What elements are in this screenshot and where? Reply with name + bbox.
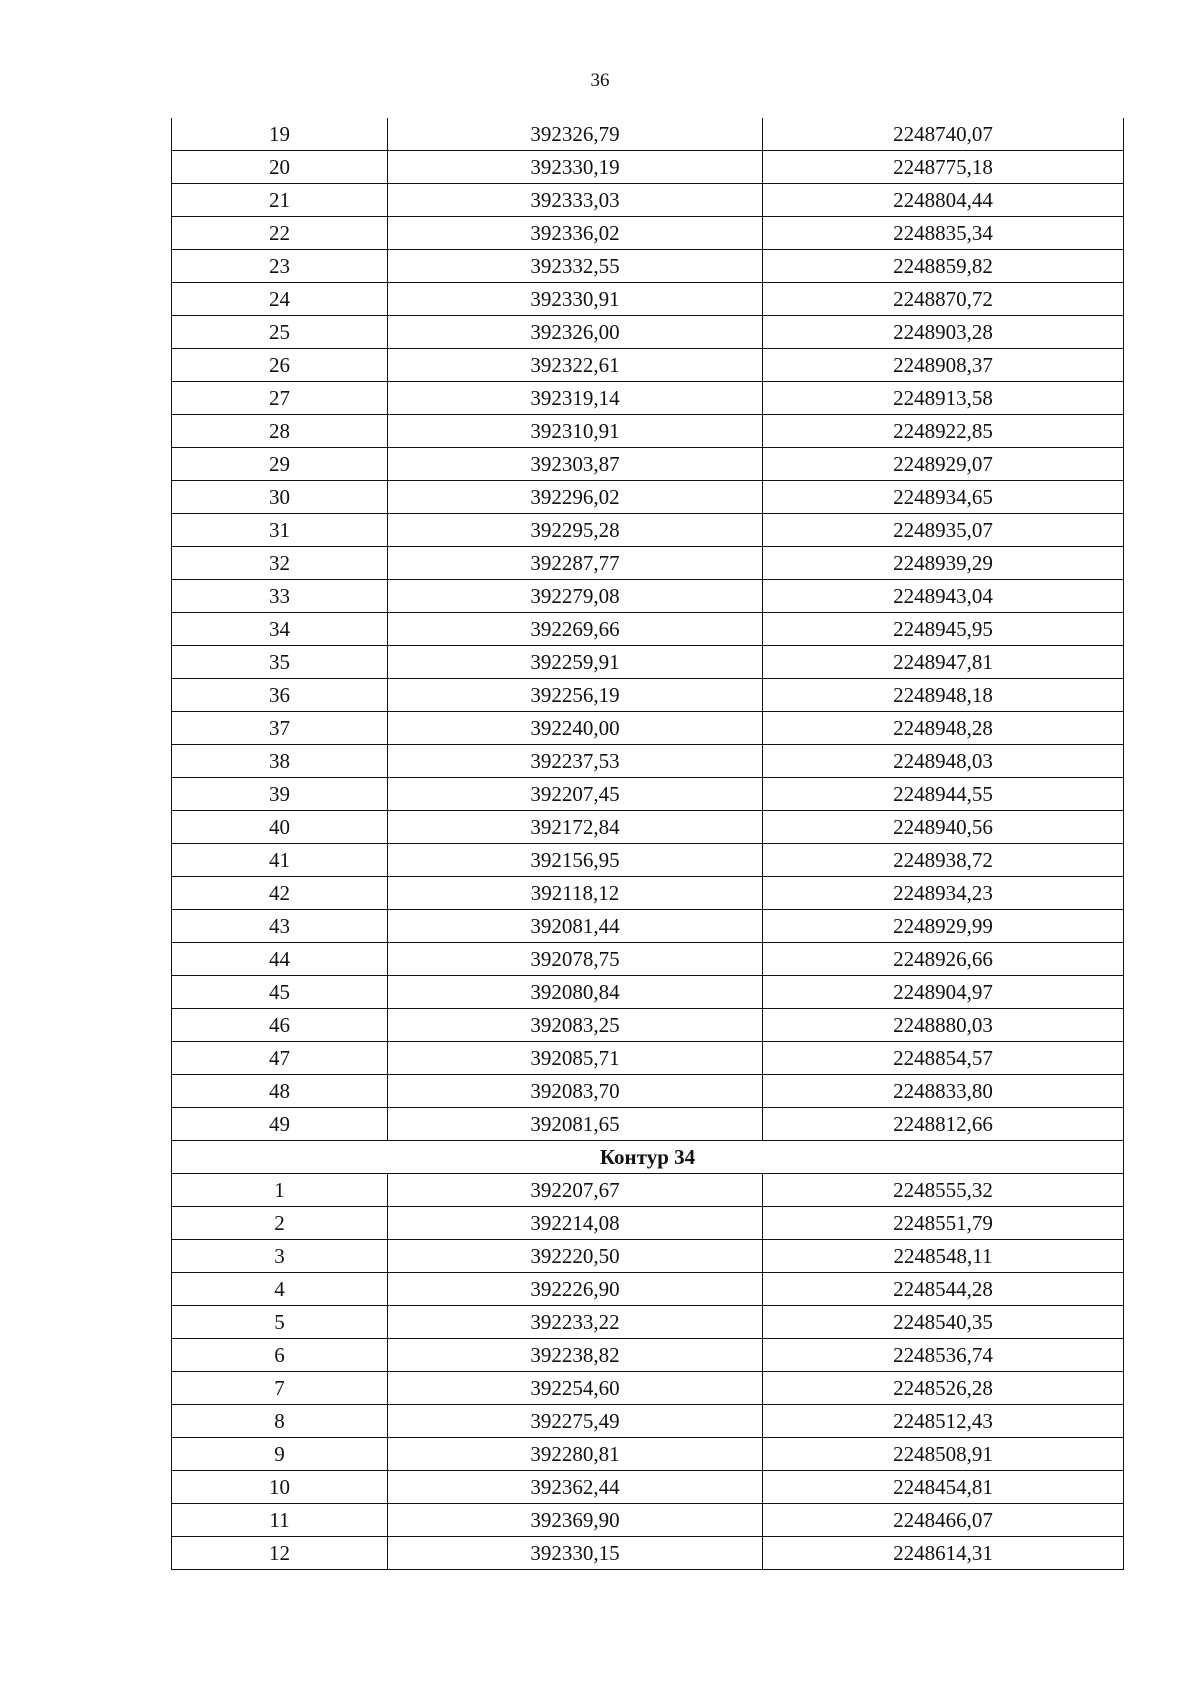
point-number-cell: 21: [172, 184, 388, 217]
y-coordinate-cell: 2248948,28: [763, 712, 1124, 745]
point-number-cell: 43: [172, 910, 388, 943]
x-coordinate-cell: 392118,12: [388, 877, 763, 910]
x-coordinate-cell: 392083,70: [388, 1075, 763, 1108]
point-number-cell: 27: [172, 382, 388, 415]
section-header-row: [172, 1141, 1124, 1174]
x-coordinate-cell: 392220,50: [388, 1240, 763, 1273]
point-number-cell: 44: [172, 943, 388, 976]
y-coordinate-cell: 2248833,80: [763, 1075, 1124, 1108]
y-coordinate-cell: 2248512,43: [763, 1405, 1124, 1438]
point-number-cell: 10: [172, 1471, 388, 1504]
point-number-cell: 24: [172, 283, 388, 316]
point-number-cell: 5: [172, 1306, 388, 1339]
point-number-cell: 25: [172, 316, 388, 349]
point-number-cell: 20: [172, 151, 388, 184]
point-number-cell: 36: [172, 679, 388, 712]
x-coordinate-cell: 392369,90: [388, 1504, 763, 1537]
y-coordinate-cell: 2248526,28: [763, 1372, 1124, 1405]
point-number-cell: 26: [172, 349, 388, 382]
table-row: [172, 778, 1124, 811]
x-coordinate-cell: 392332,55: [388, 250, 763, 283]
table-row: [172, 283, 1124, 316]
y-coordinate-cell: 2248940,56: [763, 811, 1124, 844]
x-coordinate-cell: 392310,91: [388, 415, 763, 448]
table-row: [172, 1273, 1124, 1306]
table-row: [172, 382, 1124, 415]
point-number-cell: 35: [172, 646, 388, 679]
y-coordinate-cell: 2248947,81: [763, 646, 1124, 679]
point-number-cell: 29: [172, 448, 388, 481]
x-coordinate-cell: 392085,71: [388, 1042, 763, 1075]
point-number-cell: 30: [172, 481, 388, 514]
x-coordinate-cell: 392280,81: [388, 1438, 763, 1471]
y-coordinate-cell: 2248939,29: [763, 547, 1124, 580]
y-coordinate-cell: 2248551,79: [763, 1207, 1124, 1240]
table-row: [172, 745, 1124, 778]
table-row: [172, 1207, 1124, 1240]
x-coordinate-cell: 392259,91: [388, 646, 763, 679]
table-row: [172, 844, 1124, 877]
table-row: [172, 547, 1124, 580]
y-coordinate-cell: 2248544,28: [763, 1273, 1124, 1306]
x-coordinate-cell: 392237,53: [388, 745, 763, 778]
table-row: [172, 910, 1124, 943]
table-row: [172, 184, 1124, 217]
x-coordinate-cell: 392362,44: [388, 1471, 763, 1504]
point-number-cell: 6: [172, 1339, 388, 1372]
y-coordinate-cell: 2248948,03: [763, 745, 1124, 778]
table-row: [172, 1042, 1124, 1075]
y-coordinate-cell: 2248903,28: [763, 316, 1124, 349]
point-number-cell: 39: [172, 778, 388, 811]
point-number-cell: 41: [172, 844, 388, 877]
x-coordinate-cell: 392081,44: [388, 910, 763, 943]
y-coordinate-cell: 2248908,37: [763, 349, 1124, 382]
x-coordinate-cell: 392296,02: [388, 481, 763, 514]
point-number-cell: 2: [172, 1207, 388, 1240]
x-coordinate-cell: 392336,02: [388, 217, 763, 250]
x-coordinate-cell: 392207,45: [388, 778, 763, 811]
y-coordinate-cell: 2248775,18: [763, 151, 1124, 184]
y-coordinate-cell: 2248904,97: [763, 976, 1124, 1009]
point-number-cell: 8: [172, 1405, 388, 1438]
y-coordinate-cell: 2248466,07: [763, 1504, 1124, 1537]
y-coordinate-cell: 2248943,04: [763, 580, 1124, 613]
point-number-cell: 28: [172, 415, 388, 448]
point-number-cell: 4: [172, 1273, 388, 1306]
x-coordinate-cell: 392330,19: [388, 151, 763, 184]
y-coordinate-cell: 2248804,44: [763, 184, 1124, 217]
page-number: 36: [590, 70, 610, 91]
table-row: [172, 679, 1124, 712]
section-title: Контур 34: [172, 1141, 1124, 1174]
point-number-cell: 7: [172, 1372, 388, 1405]
x-coordinate-cell: 392295,28: [388, 514, 763, 547]
point-number-cell: 32: [172, 547, 388, 580]
point-number-cell: 33: [172, 580, 388, 613]
point-number-cell: 23: [172, 250, 388, 283]
x-coordinate-cell: 392326,79: [388, 118, 763, 151]
y-coordinate-cell: 2248934,23: [763, 877, 1124, 910]
y-coordinate-cell: 2248555,32: [763, 1174, 1124, 1207]
x-coordinate-cell: 392275,49: [388, 1405, 763, 1438]
point-number-cell: 1: [172, 1174, 388, 1207]
table-row: [172, 811, 1124, 844]
y-coordinate-cell: 2248913,58: [763, 382, 1124, 415]
x-coordinate-cell: 392226,90: [388, 1273, 763, 1306]
coordinates-table: [171, 118, 1124, 1570]
x-coordinate-cell: 392319,14: [388, 382, 763, 415]
y-coordinate-cell: 2248938,72: [763, 844, 1124, 877]
point-number-cell: 49: [172, 1108, 388, 1141]
point-number-cell: 9: [172, 1438, 388, 1471]
x-coordinate-cell: 392233,22: [388, 1306, 763, 1339]
table-row: [172, 250, 1124, 283]
table-row: [172, 481, 1124, 514]
point-number-cell: 47: [172, 1042, 388, 1075]
point-number-cell: 48: [172, 1075, 388, 1108]
table-row: [172, 976, 1124, 1009]
table-row: [172, 646, 1124, 679]
x-coordinate-cell: 392322,61: [388, 349, 763, 382]
y-coordinate-cell: 2248929,99: [763, 910, 1124, 943]
table-row: [172, 151, 1124, 184]
table-row: [172, 1240, 1124, 1273]
x-coordinate-cell: 392303,87: [388, 448, 763, 481]
table-row: [172, 1438, 1124, 1471]
x-coordinate-cell: 392333,03: [388, 184, 763, 217]
x-coordinate-cell: 392287,77: [388, 547, 763, 580]
table-row: [172, 877, 1124, 910]
x-coordinate-cell: 392080,84: [388, 976, 763, 1009]
x-coordinate-cell: 392279,08: [388, 580, 763, 613]
x-coordinate-cell: 392207,67: [388, 1174, 763, 1207]
x-coordinate-cell: 392083,25: [388, 1009, 763, 1042]
y-coordinate-cell: 2248934,65: [763, 481, 1124, 514]
point-number-cell: 22: [172, 217, 388, 250]
point-number-cell: 46: [172, 1009, 388, 1042]
y-coordinate-cell: 2248870,72: [763, 283, 1124, 316]
point-number-cell: 40: [172, 811, 388, 844]
x-coordinate-cell: 392214,08: [388, 1207, 763, 1240]
y-coordinate-cell: 2248536,74: [763, 1339, 1124, 1372]
table-row: [172, 943, 1124, 976]
x-coordinate-cell: 392240,00: [388, 712, 763, 745]
y-coordinate-cell: 2248859,82: [763, 250, 1124, 283]
x-coordinate-cell: 392330,91: [388, 283, 763, 316]
y-coordinate-cell: 2248948,18: [763, 679, 1124, 712]
y-coordinate-cell: 2248926,66: [763, 943, 1124, 976]
table-row: [172, 1009, 1124, 1042]
point-number-cell: 42: [172, 877, 388, 910]
y-coordinate-cell: 2248929,07: [763, 448, 1124, 481]
x-coordinate-cell: 392078,75: [388, 943, 763, 976]
table-row: [172, 1504, 1124, 1537]
x-coordinate-cell: 392254,60: [388, 1372, 763, 1405]
table-row: [172, 1537, 1124, 1570]
table-row: [172, 580, 1124, 613]
y-coordinate-cell: 2248548,11: [763, 1240, 1124, 1273]
x-coordinate-cell: 392156,95: [388, 844, 763, 877]
point-number-cell: 45: [172, 976, 388, 1009]
table-row: [172, 1372, 1124, 1405]
table-row: [172, 349, 1124, 382]
point-number-cell: 38: [172, 745, 388, 778]
y-coordinate-cell: 2248880,03: [763, 1009, 1124, 1042]
x-coordinate-cell: 392256,19: [388, 679, 763, 712]
point-number-cell: 19: [172, 118, 388, 151]
y-coordinate-cell: 2248540,35: [763, 1306, 1124, 1339]
point-number-cell: 11: [172, 1504, 388, 1537]
table-row: [172, 1306, 1124, 1339]
y-coordinate-cell: 2248935,07: [763, 514, 1124, 547]
table-row: [172, 1471, 1124, 1504]
point-number-cell: 3: [172, 1240, 388, 1273]
table-row: [172, 1075, 1124, 1108]
x-coordinate-cell: 392269,66: [388, 613, 763, 646]
y-coordinate-cell: 2248812,66: [763, 1108, 1124, 1141]
table-row: [172, 217, 1124, 250]
y-coordinate-cell: 2248945,95: [763, 613, 1124, 646]
y-coordinate-cell: 2248508,91: [763, 1438, 1124, 1471]
table-row: [172, 613, 1124, 646]
x-coordinate-cell: 392238,82: [388, 1339, 763, 1372]
y-coordinate-cell: 2248740,07: [763, 118, 1124, 151]
table-row: [172, 712, 1124, 745]
table-row: [172, 316, 1124, 349]
point-number-cell: 37: [172, 712, 388, 745]
table-row: [172, 415, 1124, 448]
table-row: [172, 1339, 1124, 1372]
x-coordinate-cell: 392081,65: [388, 1108, 763, 1141]
y-coordinate-cell: 2248454,81: [763, 1471, 1124, 1504]
y-coordinate-cell: 2248944,55: [763, 778, 1124, 811]
coordinates-table-body: [172, 118, 1124, 1570]
y-coordinate-cell: 2248922,85: [763, 415, 1124, 448]
x-coordinate-cell: 392330,15: [388, 1537, 763, 1570]
table-row: [172, 514, 1124, 547]
point-number-cell: 31: [172, 514, 388, 547]
table-row: [172, 1108, 1124, 1141]
y-coordinate-cell: 2248614,31: [763, 1537, 1124, 1570]
x-coordinate-cell: 392326,00: [388, 316, 763, 349]
point-number-cell: 34: [172, 613, 388, 646]
table-row: [172, 118, 1124, 151]
table-row: [172, 1405, 1124, 1438]
y-coordinate-cell: 2248854,57: [763, 1042, 1124, 1075]
point-number-cell: 12: [172, 1537, 388, 1570]
table-row: [172, 448, 1124, 481]
x-coordinate-cell: 392172,84: [388, 811, 763, 844]
y-coordinate-cell: 2248835,34: [763, 217, 1124, 250]
table-row: [172, 1174, 1124, 1207]
